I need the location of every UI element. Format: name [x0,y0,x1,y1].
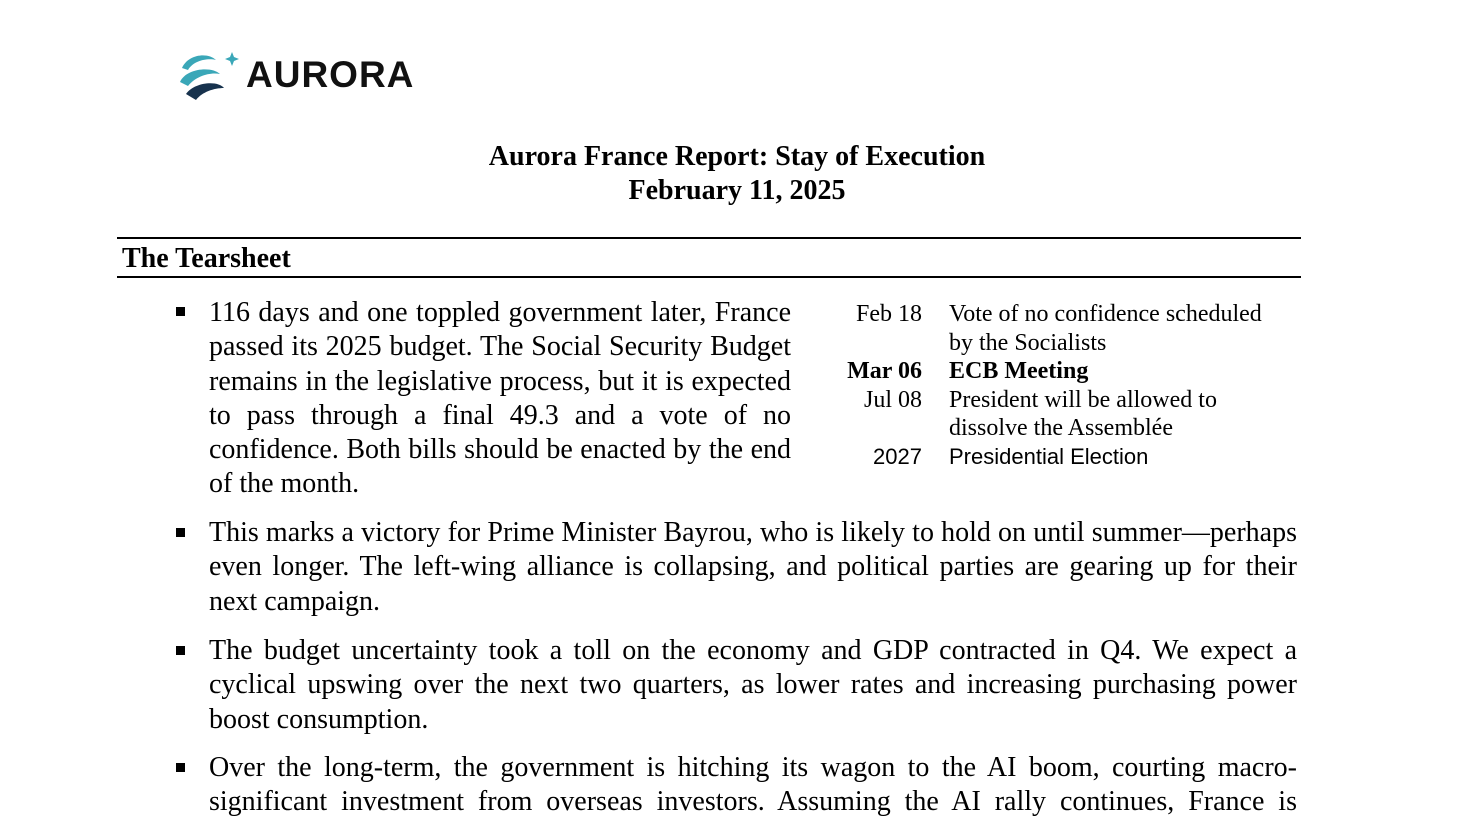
bullet-text-3: The budget uncertainty took a toll on the economy and GDP contracted in Q4. We expect a cyclical upswing over the next two quarters, as lower rates and increasing purchasing power boost consumption. [209,635,1297,735]
bullet-marker [176,763,185,772]
calendar-event: Vote of no confidence scheduled by the Socialists [949,301,1262,356]
calendar-event: Presidential Election [949,443,1149,469]
section-heading: The Tearsheet [122,243,291,274]
calendar-row [820,300,1290,357]
calendar-event: President will be allowed to dissolve the Assemblée [949,386,1217,441]
aurora-logo [178,48,414,102]
bullet-text-2: This marks a victory for Prime Minister Bayrou, who is likely to hold on until summer—perhaps even longer. The left-wing alliance is collapsing, and political parties are gearing up for their next campaign. [209,517,1297,617]
section-rule-bottom [117,276,1301,278]
calendar-event: ECB Meeting [949,358,1089,384]
calendar-row [820,443,1290,472]
bullet-text-4: Over the long-term, the government is hitching its wagon to the AI boom, courting macro-significant investment from overseas investors. Assuming the AI rally continues, France is [209,752,1297,818]
bullet-marker [176,307,185,316]
calendar-date: 2027 [873,443,922,469]
aurora-logo-text: AURORA [246,54,415,95]
calendar-date: Jul 08 [863,386,922,413]
bullet-marker [176,528,185,537]
report-title-block [0,140,1474,208]
bullet-marker [176,646,185,655]
aurora-logo-icon [178,48,240,102]
calendar-row [820,357,1290,386]
bullet-text-1: 116 days and one toppled government later, France passed its 2025 budget. The Social Security Budget remains in the legislative process, but it is expected to pass through a final 49.3 and a vote of no confidence. Both bills should be enacted by the end of the month. [209,297,791,500]
calendar-date: Mar 06 [847,358,922,384]
calendar-row [820,386,1290,443]
report-title: Aurora France Report: Stay of Execution [488,141,986,172]
report-date: February 11, 2025 [628,175,846,206]
section-rule-top [117,237,1301,239]
calendar-date: Feb 18 [856,301,922,327]
key-dates-calendar [820,300,1290,471]
